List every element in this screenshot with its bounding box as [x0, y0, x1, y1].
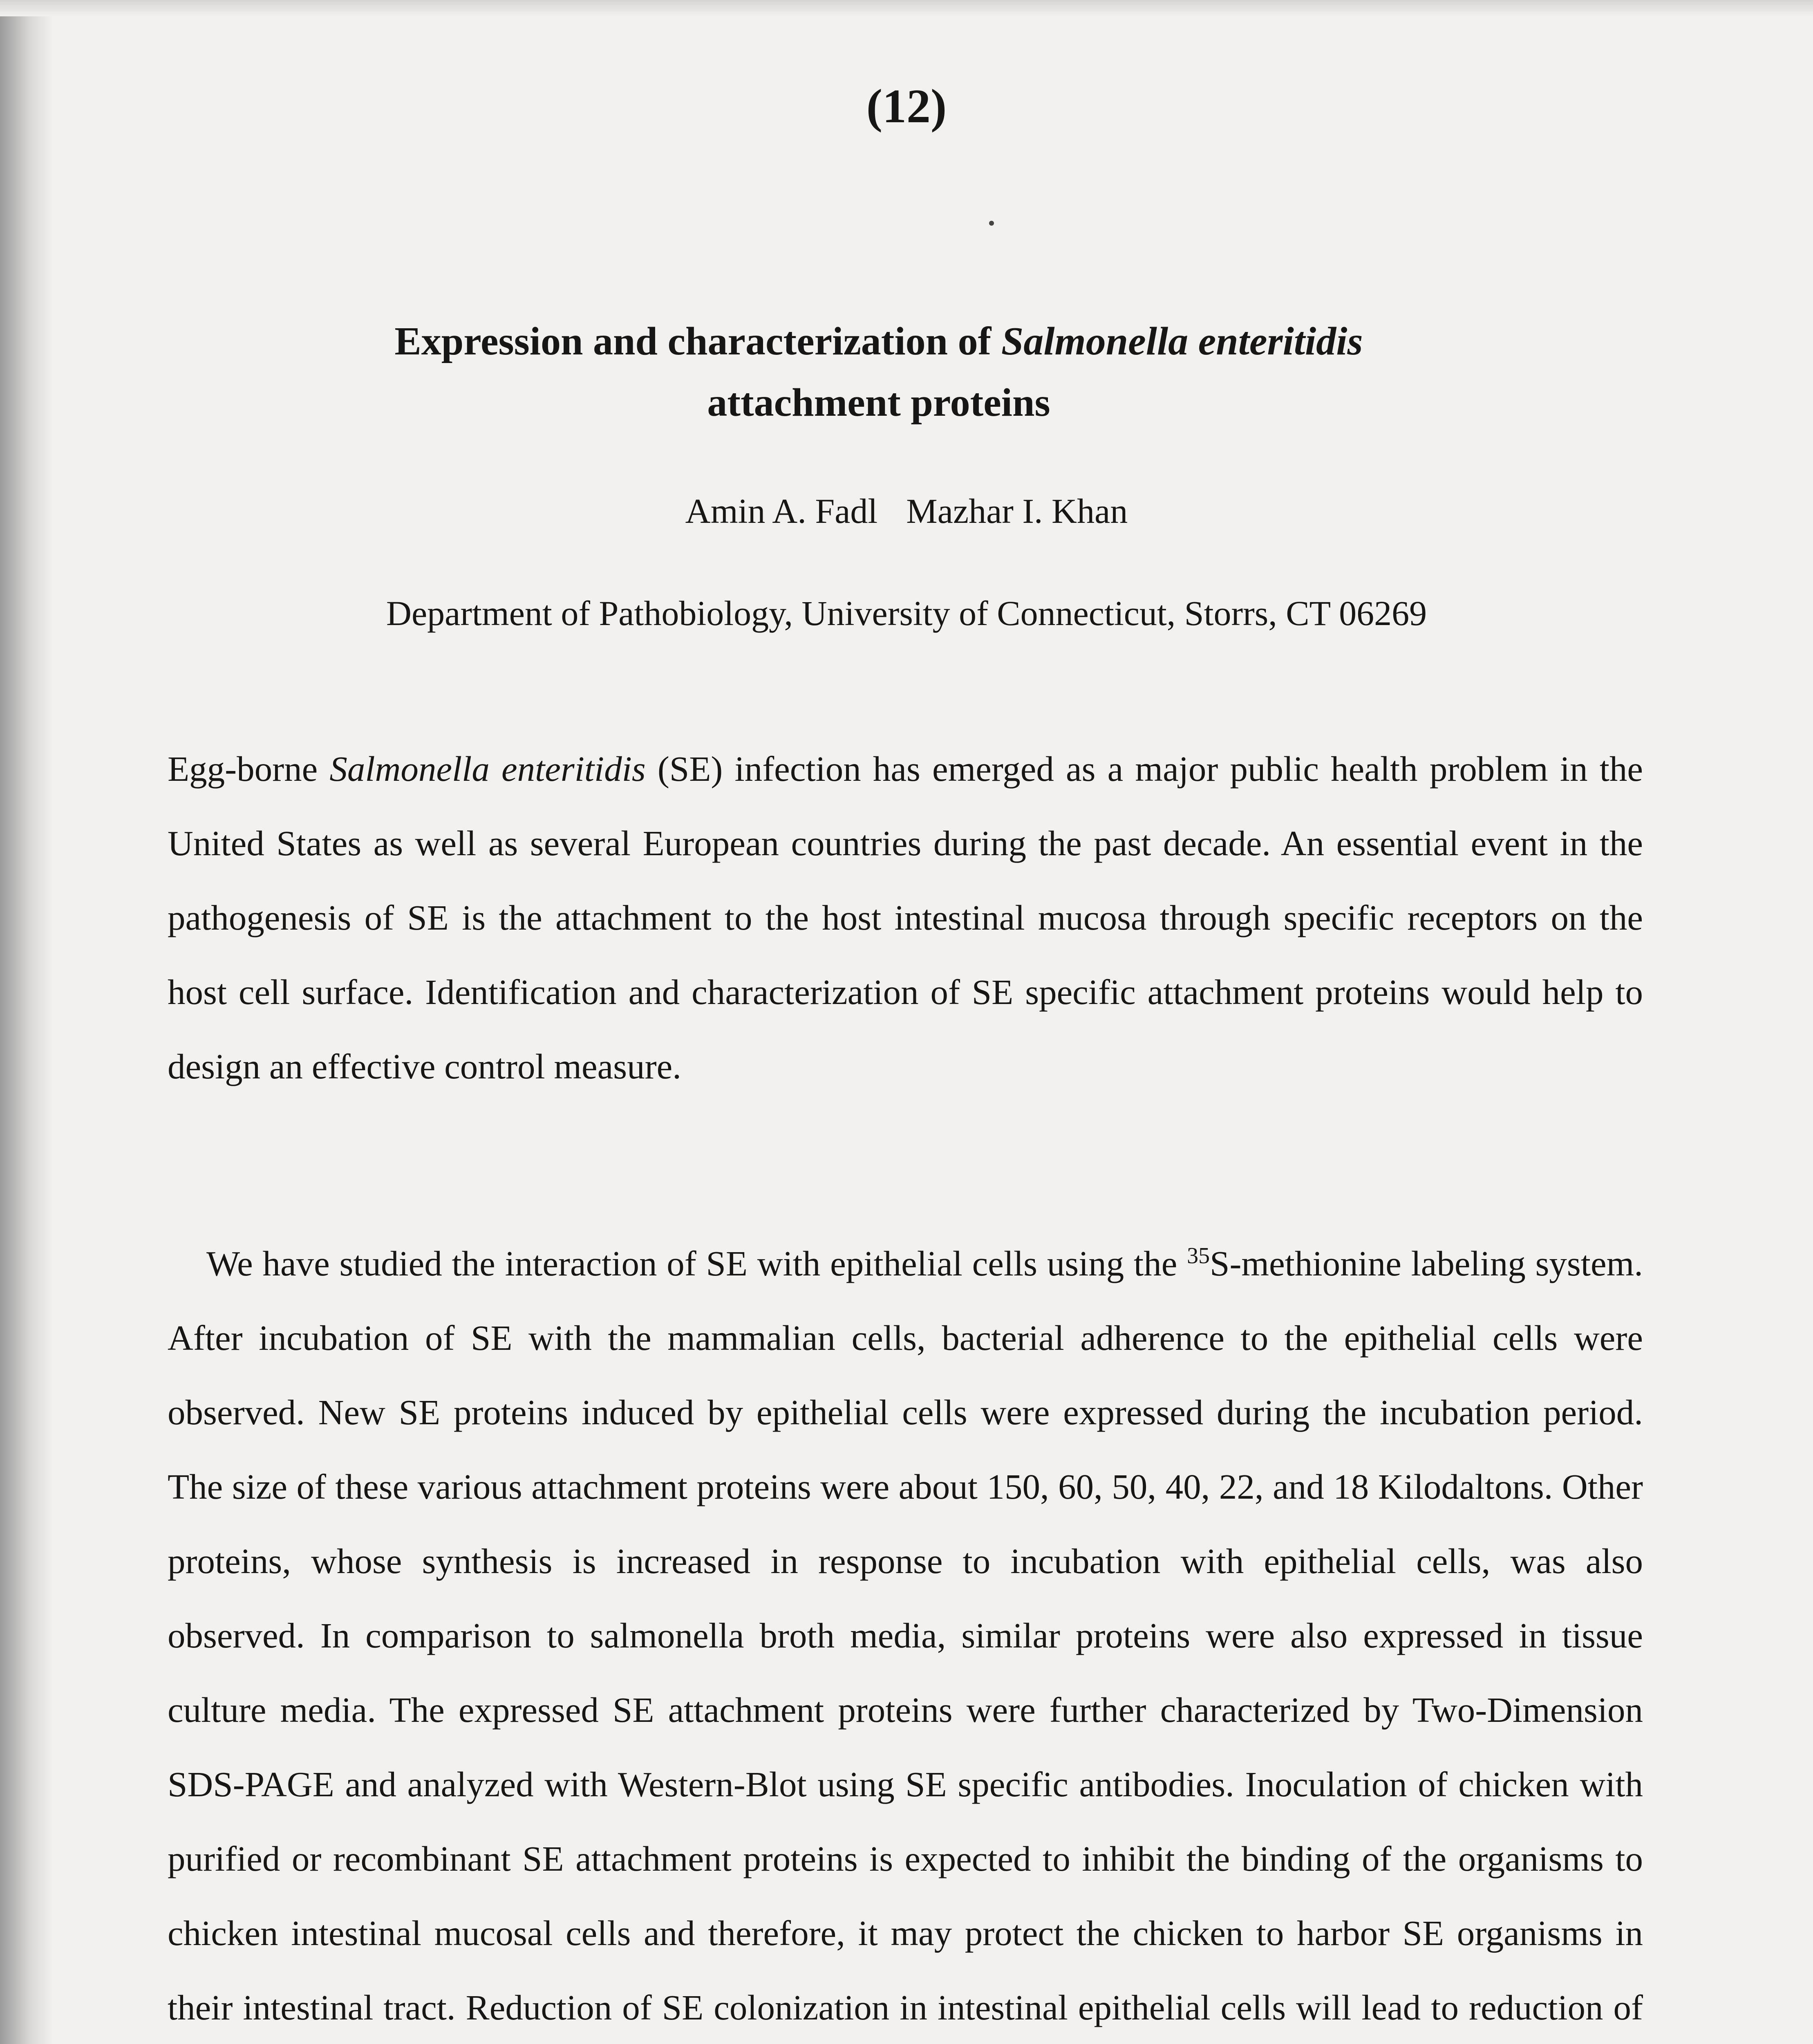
title-text-line2: attachment proteins — [707, 381, 1050, 425]
author-name: Mazhar I. Khan — [906, 491, 1128, 531]
author-name: Amin A. Fadl — [685, 491, 878, 531]
scan-speck — [989, 221, 994, 226]
author-affiliation: Department of Pathobiology, University of Connecticut, Storrs, CT 06269 — [386, 594, 1427, 633]
abstract-paragraph-2 — [168, 1226, 1643, 2044]
species-name: Salmonella enteritidis — [329, 749, 646, 789]
paragraph-text: (SE) infection has emerged as a major public health problem in the United States as well as several European countries during the past decade. An essential event in the pathogenesis of SE is the attachment to the host intestinal mucosa through specific receptors on the host cell surface. Identification and characterization of SE specific attachment proteins would help to design an effective control measure. — [168, 749, 1643, 1086]
top-edge-shadow — [0, 0, 1813, 16]
paragraph-text: S-methionine labeling system. After incubation of SE with the mammalian cells, bacterial adherence to the epithelial cells were observed. New SE proteins induced by epithelial cells were expressed during the incubation period. The size of these various attachment proteins were about 150, 60, 50, 40, 22, and 18 Kilodaltons. Other proteins, whose synthesis is increased in response to incubation with epithelial cells, was also observed. In comparison to salmonella broth media, similar proteins were also expressed in tissue culture media. The expressed SE attachment proteins were further characterized by Two-Dimension SDS-PAGE and analyzed with Western-Blot using SE specific antibodies. Inoculation of chicken with purified or recombinant SE attachment proteins is expected to inhibit the binding of the organisms to chicken intestinal mucosal cells and therefore, it may protect the chicken to harbor SE organisms in their intestinal tract. Reduction of SE colonization in intestinal epithelial cells will lead to reduction of — [168, 1244, 1643, 2027]
paragraph-text: Egg-borne — [168, 749, 330, 789]
article-title — [229, 311, 1529, 433]
isotope-superscript: 35 — [1187, 1243, 1210, 1269]
title-text: Expression and characterization of — [394, 319, 1001, 363]
title-species: Salmonella enteritidis — [1001, 319, 1363, 363]
chapter-number: (12) — [866, 79, 947, 133]
paragraph-text: We have studied the interaction of SE with epithelial cells using the — [206, 1244, 1187, 1283]
binding-shadow — [0, 0, 53, 2044]
author-list — [0, 486, 1813, 536]
abstract-paragraph-1 — [168, 732, 1643, 1104]
